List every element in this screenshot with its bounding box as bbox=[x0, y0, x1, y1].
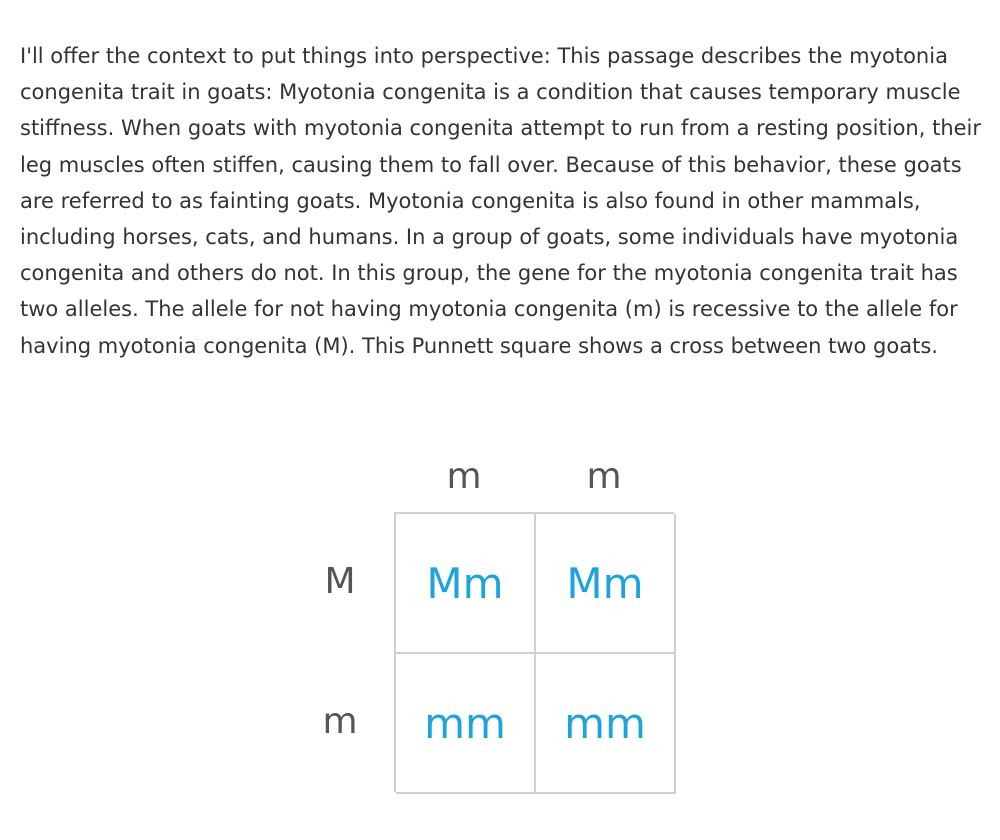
punnett-cell-r1-c1: Mm bbox=[396, 514, 536, 654]
punnett-square bbox=[300, 448, 680, 798]
punnett-cell-r2-c1: mm bbox=[396, 654, 536, 794]
passage-text: I'll offer the context to put things into perspective: This passage describes the myotonia congenita trait in goats: Myotonia congenita is a condition that causes temporary muscle stiffness. When goats with myotonia congenita attempt to run from a resting position, their leg muscles often stiffen, causing them to fall over. Because of this behavior, these goats are referred to as fainting goats. Myotonia congenita is also found in other mammals, including horses, cats, and humans. In a group of goats, some individuals have myotonia congenita and others do not. In this group, the gene for the myotonia congenita trait has two alleles. The allele for not having myotonia congenita (m) is recessive to the allele for having myotonia congenita (M). This Punnett square shows a cross between two goats. bbox=[20, 44, 982, 358]
punnett-grid bbox=[394, 512, 674, 792]
column-allele-1: m bbox=[446, 456, 482, 497]
column-allele-2: m bbox=[586, 456, 622, 497]
row-allele-1: M bbox=[324, 561, 356, 602]
punnett-cell-r2-c2: mm bbox=[536, 654, 676, 794]
punnett-cell-r1-c2: Mm bbox=[536, 514, 676, 654]
row-allele-2: m bbox=[322, 701, 358, 742]
